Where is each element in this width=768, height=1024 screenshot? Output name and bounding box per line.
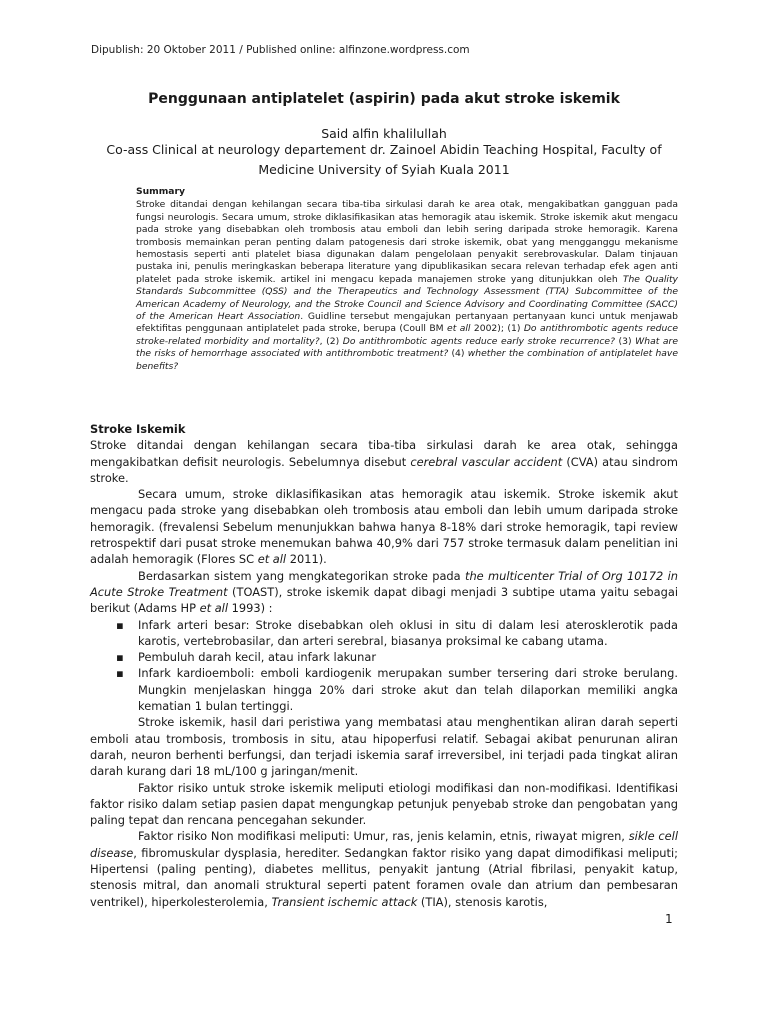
body-paragraph <box>90 437 678 486</box>
text-run: (TOAST), stroke iskemik dapat dibagi menjadi 3 subtipe utama yaitu sebagai berikut (Adams HP <box>90 584 678 616</box>
text-run: Berdasarkan sistem yang mengkategorikan stroke pada <box>138 568 465 583</box>
publish-info: Dipublish: 20 Oktober 2011 / Published online: alfinzone.wordpress.com <box>91 44 470 56</box>
summary-italic-part: Do antithrombotic agents reduce early stroke recurrence? <box>342 335 615 347</box>
author-name: Said alfin khalilullah <box>321 126 447 141</box>
summary-italic-part: Do antithrombotic agents reduce stroke-related morbidity and mortality? <box>136 323 678 347</box>
text-run: (CVA) atau sindrom stroke. <box>90 454 678 485</box>
list-item <box>116 617 678 650</box>
section-heading: Stroke Iskemik <box>90 422 186 436</box>
summary-heading: Summary <box>136 186 186 197</box>
main-body <box>90 421 678 910</box>
text-run: 1993) : <box>228 601 273 616</box>
summary-text-part: (4) <box>448 348 468 360</box>
summary-text <box>136 199 678 373</box>
text-run: (TIA), stenosis karotis, <box>417 894 548 909</box>
summary-text-part: . Guidline tersebut mengajukan pertanyaan pertanyaan kunci untuk menjawab efektifitas penggunaan antiplatelet pada stroke, berupa (Coull BM <box>136 311 678 335</box>
italic-run: the multicenter Trial of Org 10172 in Acute Stroke Treatment <box>90 568 678 599</box>
author-affiliation: Co-ass Clinical at neurology departement dr. Zainoel Abidin Teaching Hospital, Faculty of Medicine University of Syiah Kuala 2011 <box>106 142 662 177</box>
text-run: , fibromuskular dysplasia, herediter. Sedangkan faktor risiko yang dapat dimodifikasi meliputi; Hipertensi (paling penting), diabetes mellitus, penyakit jantung (Atrial fibrilasi, penyakit katup, stenosis mitral, dan anomali struktural seperti patent foramen ovale dan atrium dan pembesaran ventrikel), hiperkolesterolemia, <box>90 845 678 909</box>
subtype-list <box>90 617 678 715</box>
summary-italic-part: et all <box>447 323 471 335</box>
body-paragraph <box>90 568 678 617</box>
page-number: 1 <box>665 912 673 926</box>
bullet-icon: ▪ <box>116 617 124 632</box>
list-item-text: Pembuluh darah kecil, atau infark lakunar <box>138 650 377 665</box>
italic-run: et all <box>257 552 287 567</box>
list-item <box>116 665 678 714</box>
italic-run: et all <box>199 601 228 616</box>
bullet-icon: ▪ <box>116 650 124 665</box>
summary-italic-part: The Quality Standards Subcommittee (QSS) and the Therapeutics and Technology Assessment (TTA) Subcommittee of the American Academy of Neurology, and the Stroke Council and Science Advisory and Coordinating Committee (SACC) of the American Heart Association <box>136 273 678 323</box>
list-item-text: Infark arteri besar: Stroke disebabkan oleh oklusi in situ di dalam lesi aterosklerotik pada karotis, vertebrobasilar, dan arteri serebral, biasanya proksimal ke cabang utama. <box>138 617 678 648</box>
bullet-icon: ▪ <box>116 666 124 681</box>
paper-title: Penggunaan antiplatelet (aspirin) pada akut stroke iskemik <box>148 91 620 107</box>
text-run: 2011). <box>286 552 327 567</box>
body-paragraph: Stroke iskemik, hasil dari peristiwa yang membatasi atau menghentikan aliran darah seperti emboli atau trombosis, trombosis in situ, atau hipoperfusi relatif. Sebagai akibat penurunan aliran darah, neuron berhenti berfungsi, dan terjadi iskemia saraf irreversibel, ini terjadi pada tingkat aliran darah kurang dari 18 mL/100 g jaringan/menit. <box>90 715 678 779</box>
summary-italic-part: What are the risks of hemorrhage associated with antithrombotic treatment? <box>136 335 678 360</box>
body-paragraph: Faktor risiko untuk stroke iskemik meliputi etiologi modifikasi dan non-modifikasi. Identifikasi faktor risiko dalam setiap pasien dapat mengungkap petunjuk penyebab stroke dan pengobatan yang paling tepat dan rencana pencegahan sekunder. <box>90 780 678 828</box>
text-run: Stroke ditandai dengan kehilangan secara tiba-tiba sirkulasi darah ke area otak, sehingga mengakibatkan defisit neurologis. Sebelumnya disebut <box>90 438 678 469</box>
body-paragraph <box>90 486 678 567</box>
italic-run: cerebral vascular accident <box>410 454 563 469</box>
summary-block <box>136 186 678 373</box>
text-run: Faktor risiko Non modifikasi meliputi: Umur, ras, jenis kelamin, etnis, riwayat migren, <box>138 829 629 844</box>
summary-text-part: Stroke ditandai dengan kehilangan secara tiba-tiba sirkulasi darah ke area otak, mengakibatkan gangguan pada fungsi neurologis. Secara umum, stroke diklasifikasikan atas hemoragik atau iskemik. Stroke iskemik akut mengacu pada stroke yang disebabkan oleh trombosis atau emboli dan lebih sering daripada stroke hemoragik. Karena trombosis memainkan peran penting dalam patogenesis dari stroke iskemik, obat yang mengganggu mekanisme hemostasis seperti anti platelet biasa digunakan dalam pengelolaan penyakit serebrovaskular. Dalam tinjauan pustaka ini, penulis meringkaskan beberapa literature yang dipublikasikan secara relevan terhadap efek agen anti platelet pada stroke iskemik. artikel ini mengacu kepada manajemen stroke yang ditunjukkan oleh <box>136 199 678 285</box>
summary-text-part: , (2) <box>319 335 343 347</box>
summary-text-part: 2002); (1) <box>470 323 524 335</box>
italic-run: Transient ischemic attack <box>271 894 418 909</box>
list-item <box>116 649 678 665</box>
list-item-text: Infark kardioemboli: emboli kardiogenik merupakan sumber tersering dari stroke berulang. Mungkin menjelaskan hingga 20% dari stroke akut dan telah dilaporkan memiliki angka kematian 1 bulan tertinggi. <box>138 666 678 714</box>
body-paragraph <box>90 828 678 909</box>
summary-italic-part: whether the combination of antiplatelet have benefits? <box>136 348 679 372</box>
text-run: Secara umum, stroke diklasifikasikan atas hemoragik atau iskemik. Stroke iskemik akut mengacu pada stroke yang disebabkan oleh trombosis atau emboli dan lebih umum daripada stroke hemoragik. (frevalensi Sebelum menunjukkan bahwa hanya 8-18% dari stroke hemoragik, tapi review retrospektif dari pusat stroke menemukan bahwa 40,9% dari 757 stroke termasuk dalam penelitian ini adalah hemoragik (Flores SC <box>90 487 678 567</box>
summary-text-part: (3) <box>614 335 636 347</box>
italic-run: sikle cell disease <box>90 829 678 860</box>
